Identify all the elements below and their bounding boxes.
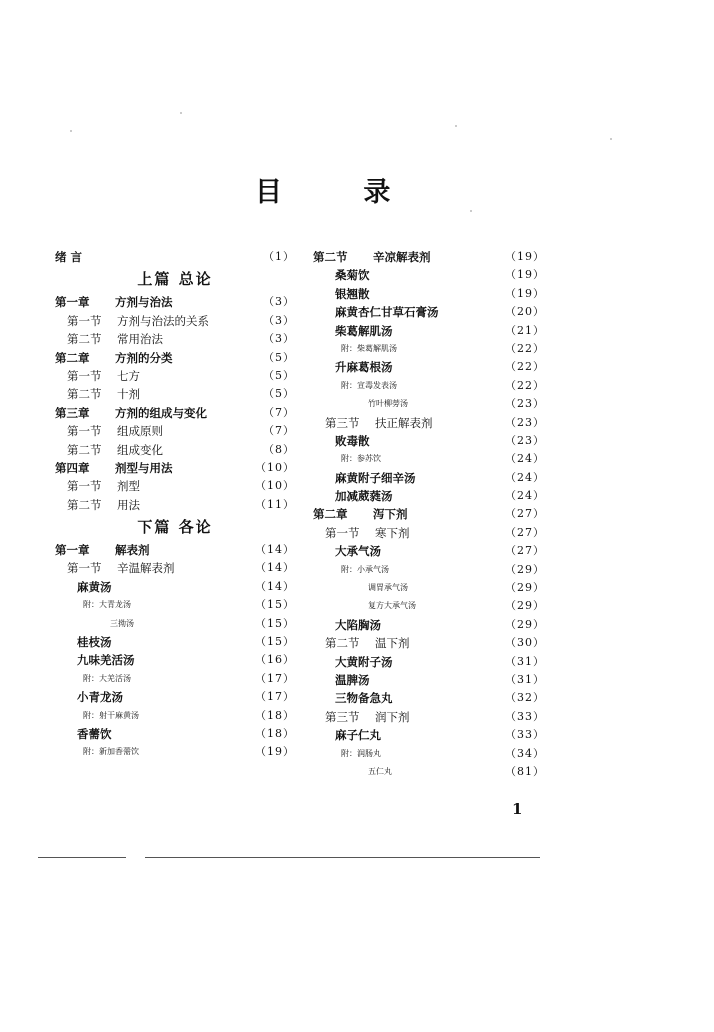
toc-entry-label: 剂型	[117, 479, 140, 494]
toc-entry-label: 附：柴葛解肌汤	[341, 343, 397, 353]
toc-entry-row	[313, 763, 545, 781]
toc-entry-label: 附：射干麻黄汤	[83, 710, 139, 720]
toc-entry-number: 第二章	[313, 507, 348, 522]
toc-entry-row	[313, 542, 545, 560]
toc-entry-label: 方剂与治法	[115, 295, 173, 310]
toc-entry-page: （23）	[505, 397, 545, 411]
toc-entry-title	[341, 340, 397, 358]
toc-entry-page: （10）	[255, 460, 295, 474]
toc-entry-row	[313, 616, 545, 634]
toc-entry-title	[67, 559, 175, 577]
toc-entry-page: （29）	[505, 599, 545, 613]
toc-entry-page: （17）	[255, 671, 295, 685]
toc-entry-page: （15）	[255, 635, 295, 649]
toc-entry-page: （27）	[505, 507, 545, 521]
toc-entry-page: （7）	[263, 424, 295, 438]
toc-entry-title	[341, 745, 381, 763]
scan-speck	[180, 112, 182, 114]
toc-section-row	[55, 559, 295, 577]
toc-entry-page: （27）	[505, 544, 545, 558]
toc-entry-row	[313, 377, 545, 395]
toc-entry-page: （15）	[255, 616, 295, 630]
toc-entry-title	[335, 726, 381, 744]
toc-entry-label: 用法	[117, 497, 140, 512]
toc-section-row	[313, 414, 545, 432]
toc-section-row	[55, 477, 295, 495]
toc-entry-row	[55, 743, 295, 761]
toc-chapter-row	[313, 248, 545, 266]
toc-entry-page: （3）	[263, 313, 295, 327]
toc-entry-label: 寒下剂	[375, 525, 410, 540]
toc-entry-title	[335, 542, 381, 560]
toc-entry-label: 麻黄附子细辛汤	[335, 470, 416, 485]
toc-entry-number: 第一节	[67, 479, 102, 494]
toc-entry-label: 麻黄汤	[77, 579, 112, 594]
toc-entry-page: （32）	[505, 691, 545, 705]
toc-entry-label: 柴葛解肌汤	[335, 323, 393, 338]
toc-entry-row	[313, 469, 545, 487]
toc-entry-label: 剂型与用法	[115, 460, 173, 475]
toc-entry-title	[335, 487, 393, 505]
toc-entry-page: （5）	[263, 387, 295, 401]
toc-entry-title	[67, 312, 209, 330]
toc-entry-label: 三拗汤	[110, 618, 134, 628]
toc-entry-page: （21）	[505, 323, 545, 337]
toc-entry-page: （24）	[505, 452, 545, 466]
footer-rule	[38, 857, 126, 858]
toc-entry-page: （1）	[263, 250, 295, 263]
toc-entry-page: （5）	[263, 368, 295, 382]
toc-entry-label: 香薷饮	[77, 726, 112, 741]
toc-entry-page: （22）	[505, 360, 545, 374]
toc-entry-title	[55, 541, 150, 559]
toc-entry-page: （24）	[505, 489, 545, 503]
toc-entry-title	[325, 634, 410, 652]
toc-entry-title	[55, 349, 173, 367]
toc-entry-page: （33）	[505, 709, 545, 723]
toc-entry-page: （11）	[255, 497, 295, 511]
toc-entry-row	[313, 432, 545, 450]
toc-entry-row	[313, 303, 545, 321]
toc-entry-title	[335, 616, 381, 634]
toc-entry-title	[55, 404, 207, 422]
toc-entry-page: （3）	[263, 295, 295, 309]
toc-entry-page: （18）	[255, 726, 295, 740]
toc-entry-label: 竹叶柳蒡汤	[368, 399, 408, 409]
toc-entry-number: 第二节	[313, 250, 348, 264]
toc-entry-label: 桑菊饮	[335, 268, 370, 283]
toc-entry-title	[335, 303, 439, 321]
toc-entry-title	[368, 395, 408, 413]
toc-entry-title	[335, 358, 393, 376]
toc-part-heading: 下篇 各论	[137, 518, 213, 537]
page-title: 目 录	[255, 177, 427, 208]
toc-entry-title	[313, 248, 431, 266]
toc-entry-title	[77, 725, 112, 743]
toc-entry-row	[55, 633, 295, 651]
toc-entry-label: 附：新加香薷饮	[83, 747, 139, 757]
toc-entry-number: 第四章	[55, 460, 90, 475]
toc-entry-row	[313, 597, 545, 615]
toc-section-row	[55, 496, 295, 514]
toc-entry-title	[67, 441, 163, 459]
scan-speck	[70, 130, 72, 132]
toc-entry-title	[77, 688, 123, 706]
toc-entry-page: （22）	[505, 378, 545, 392]
toc-entry-label: 润下剂	[375, 709, 410, 724]
toc-entry-title	[335, 653, 393, 671]
toc-section-row	[55, 385, 295, 403]
toc-entry-title	[83, 596, 131, 614]
toc-right-column	[313, 248, 545, 781]
toc-entry-label: 小青龙汤	[77, 690, 123, 705]
toc-entry-label: 三物备急丸	[335, 691, 393, 706]
toc-entry-label: 大陷胸汤	[335, 617, 381, 632]
toc-entry-title	[67, 367, 140, 385]
toc-entry-label: 温下剂	[375, 636, 410, 651]
toc-chapter-row	[55, 459, 295, 477]
toc-entry-number: 第三章	[55, 405, 90, 420]
toc-entry-number: 第一节	[67, 561, 102, 576]
toc-entry-label: 组成变化	[117, 442, 163, 457]
scan-speck	[455, 125, 457, 127]
toc-entry-row	[313, 285, 545, 303]
toc-entry-label: 附：参苏饮	[341, 454, 381, 464]
toc-entry-number: 第一节	[325, 525, 360, 540]
toc-entry-title	[67, 330, 163, 348]
toc-entry-title	[313, 505, 408, 523]
toc-entry-number: 第一节	[67, 424, 102, 439]
toc-entry-title	[341, 377, 397, 395]
toc-entry-title	[67, 496, 140, 514]
toc-entry-label: 方剂的分类	[115, 350, 173, 365]
toc-entry-label: 辛凉解表剂	[373, 250, 431, 264]
toc-entry-title	[83, 743, 139, 761]
page-number: 1	[512, 800, 523, 818]
toc-entry-title	[110, 615, 134, 633]
toc-section-row	[313, 708, 545, 726]
toc-entry-label: 大黄附子汤	[335, 654, 393, 669]
toc-section-row	[55, 441, 295, 459]
toc-entry-label: 败毒散	[335, 433, 370, 448]
toc-entry-page: （14）	[255, 561, 295, 575]
toc-section-row	[55, 312, 295, 330]
toc-chapter-row	[313, 505, 545, 523]
toc-entry-title	[335, 671, 370, 689]
toc-entry-row	[313, 395, 545, 413]
toc-entry-number: 第一节	[67, 368, 102, 383]
toc-entry-page: （29）	[505, 617, 545, 631]
toc-section-row	[55, 330, 295, 348]
toc-entry-page: （31）	[505, 672, 545, 686]
toc-entry-title	[335, 432, 370, 450]
scan-speck	[470, 210, 472, 212]
toc-entry-label: 调胃承气汤	[368, 583, 408, 593]
toc-entry-label: 附：润肠丸	[341, 748, 381, 758]
toc-entry-title	[77, 651, 135, 669]
toc-entry-number: 第一节	[67, 313, 102, 328]
toc-entry-label: 银翘散	[335, 286, 370, 301]
toc-left-column	[55, 248, 295, 762]
toc-entry-title	[325, 708, 410, 726]
toc-entry-row	[55, 596, 295, 614]
toc-entry-title	[335, 689, 393, 707]
toc-entry-row	[313, 322, 545, 340]
toc-entry-label: 附：大羌活汤	[83, 673, 131, 683]
toc-section-row	[55, 367, 295, 385]
toc-entry-row	[55, 688, 295, 706]
toc-entry-label: 组成原则	[117, 424, 163, 439]
toc-entry-label: 升麻葛根汤	[335, 360, 393, 375]
toc-part-heading: 上篇 总论	[137, 270, 213, 289]
toc-entry-label: 麻黄杏仁甘草石膏汤	[335, 305, 439, 320]
toc-entry-number: 第二节	[67, 332, 102, 347]
toc-entry-title	[368, 597, 416, 615]
toc-entry-row	[313, 726, 545, 744]
toc-entry-row	[313, 487, 545, 505]
toc-chapter-row	[55, 248, 295, 266]
toc-entry-row	[313, 689, 545, 707]
toc-entry-title	[341, 561, 389, 579]
toc-entry-number: 第一章	[55, 295, 90, 310]
toc-entry-number: 第二节	[67, 442, 102, 457]
toc-entry-row	[313, 358, 545, 376]
toc-section-row	[55, 422, 295, 440]
toc-section-row	[313, 634, 545, 652]
toc-entry-title	[368, 579, 408, 597]
toc-entry-page: （7）	[263, 405, 295, 419]
toc-entry-number: 第二节	[67, 387, 102, 402]
toc-entry-page: （17）	[255, 690, 295, 704]
toc-entry-number: 第三节	[325, 709, 360, 724]
toc-entry-row	[313, 450, 545, 468]
toc-entry-row	[313, 561, 545, 579]
toc-entry-label: 复方大承气汤	[368, 601, 416, 611]
toc-entry-page: （20）	[505, 305, 545, 319]
toc-entry-label: 方剂与治法的关系	[117, 313, 209, 328]
toc-entry-row	[313, 745, 545, 763]
toc-entry-label: 辛温解表剂	[117, 561, 175, 576]
toc-entry-page: （16）	[255, 653, 295, 667]
toc-entry-page: （81）	[505, 764, 545, 778]
toc-entry-page: （14）	[255, 579, 295, 593]
toc-entry-label: 附：大青龙汤	[83, 600, 131, 610]
toc-entry-row	[55, 670, 295, 688]
toc-entry-number: 绪 言	[55, 250, 83, 264]
toc-entry-label: 加减葳蕤汤	[335, 489, 393, 504]
footer-rule	[145, 857, 540, 858]
toc-entry-label: 大承气汤	[335, 544, 381, 559]
toc-entry-label: 附：小承气汤	[341, 564, 389, 574]
toc-entry-page: （24）	[505, 470, 545, 484]
toc-entry-title	[335, 285, 370, 303]
toc-entry-page: （23）	[505, 415, 545, 429]
toc-entry-title	[325, 414, 433, 432]
toc-entry-number: 第一章	[55, 543, 90, 558]
toc-entry-title	[55, 459, 173, 477]
toc-entry-label: 扶正解表剂	[375, 415, 433, 430]
toc-entry-label: 桂枝汤	[77, 635, 112, 650]
toc-chapter-row	[55, 541, 295, 559]
toc-entry-number: 第三节	[325, 415, 360, 430]
toc-entry-row	[55, 615, 295, 633]
toc-entry-page: （30）	[505, 636, 545, 650]
toc-entry-page: （34）	[505, 746, 545, 760]
toc-entry-page: （3）	[263, 332, 295, 346]
toc-entry-label: 温脾汤	[335, 672, 370, 687]
toc-entry-title	[67, 422, 163, 440]
toc-entry-page: （8）	[263, 442, 295, 456]
toc-entry-title	[77, 633, 112, 651]
toc-entry-title	[55, 293, 173, 311]
toc-entry-row	[55, 651, 295, 669]
toc-entry-title	[335, 322, 393, 340]
toc-entry-title	[83, 670, 131, 688]
toc-entry-row	[313, 340, 545, 358]
toc-entry-page: （29）	[505, 562, 545, 576]
toc-entry-page: （23）	[505, 433, 545, 447]
toc-entry-page: （19）	[505, 250, 545, 263]
toc-entry-label: 七方	[117, 368, 140, 383]
toc-entry-page: （19）	[505, 268, 545, 282]
toc-entry-page: （15）	[255, 598, 295, 612]
toc-entry-page: （5）	[263, 350, 295, 364]
toc-entry-title	[83, 707, 139, 725]
toc-chapter-row	[55, 293, 295, 311]
toc-entry-title	[335, 469, 416, 487]
toc-entry-page: （22）	[505, 341, 545, 355]
toc-entry-page: （29）	[505, 581, 545, 595]
toc-entry-label: 常用治法	[117, 332, 163, 347]
toc-entry-title	[67, 385, 140, 403]
toc-entry-label: 泻下剂	[373, 507, 408, 522]
toc-entry-number: 第二章	[55, 350, 90, 365]
toc-section-row	[313, 524, 545, 542]
toc-entry-title	[325, 524, 410, 542]
toc-entry-row	[313, 671, 545, 689]
toc-entry-title	[368, 763, 392, 781]
toc-entry-page: （18）	[255, 708, 295, 722]
toc-entry-row	[55, 725, 295, 743]
toc-entry-page: （14）	[255, 543, 295, 557]
toc-entry-row	[313, 266, 545, 284]
toc-entry-label: 九味羌活汤	[77, 653, 135, 668]
toc-entry-number: 第二节	[325, 636, 360, 651]
toc-entry-page: （27）	[505, 525, 545, 539]
toc-entry-row	[313, 579, 545, 597]
toc-entry-title	[77, 578, 112, 596]
toc-entry-label: 十剂	[117, 387, 140, 402]
toc-entry-label: 解表剂	[115, 543, 150, 558]
toc-entry-page: （19）	[505, 286, 545, 300]
toc-entry-title	[341, 450, 381, 468]
toc-entry-page: （33）	[505, 728, 545, 742]
toc-chapter-row	[55, 349, 295, 367]
scan-speck	[610, 138, 612, 140]
toc-entry-label: 麻子仁丸	[335, 728, 381, 743]
toc-entry-label: 方剂的组成与变化	[115, 405, 207, 420]
toc-entry-row	[55, 578, 295, 596]
toc-entry-page: （31）	[505, 654, 545, 668]
toc-entry-title	[55, 248, 115, 266]
toc-entry-label: 五仁丸	[368, 766, 392, 776]
toc-entry-title	[67, 477, 140, 495]
toc-entry-number: 第二节	[67, 497, 102, 512]
toc-entry-page: （19）	[255, 745, 295, 759]
toc-entry-label: 附：宣毒发表汤	[341, 380, 397, 390]
toc-entry-title	[335, 266, 370, 284]
toc-entry-row	[313, 653, 545, 671]
toc-entry-page: （10）	[255, 479, 295, 493]
toc-entry-row	[55, 707, 295, 725]
toc-chapter-row	[55, 404, 295, 422]
